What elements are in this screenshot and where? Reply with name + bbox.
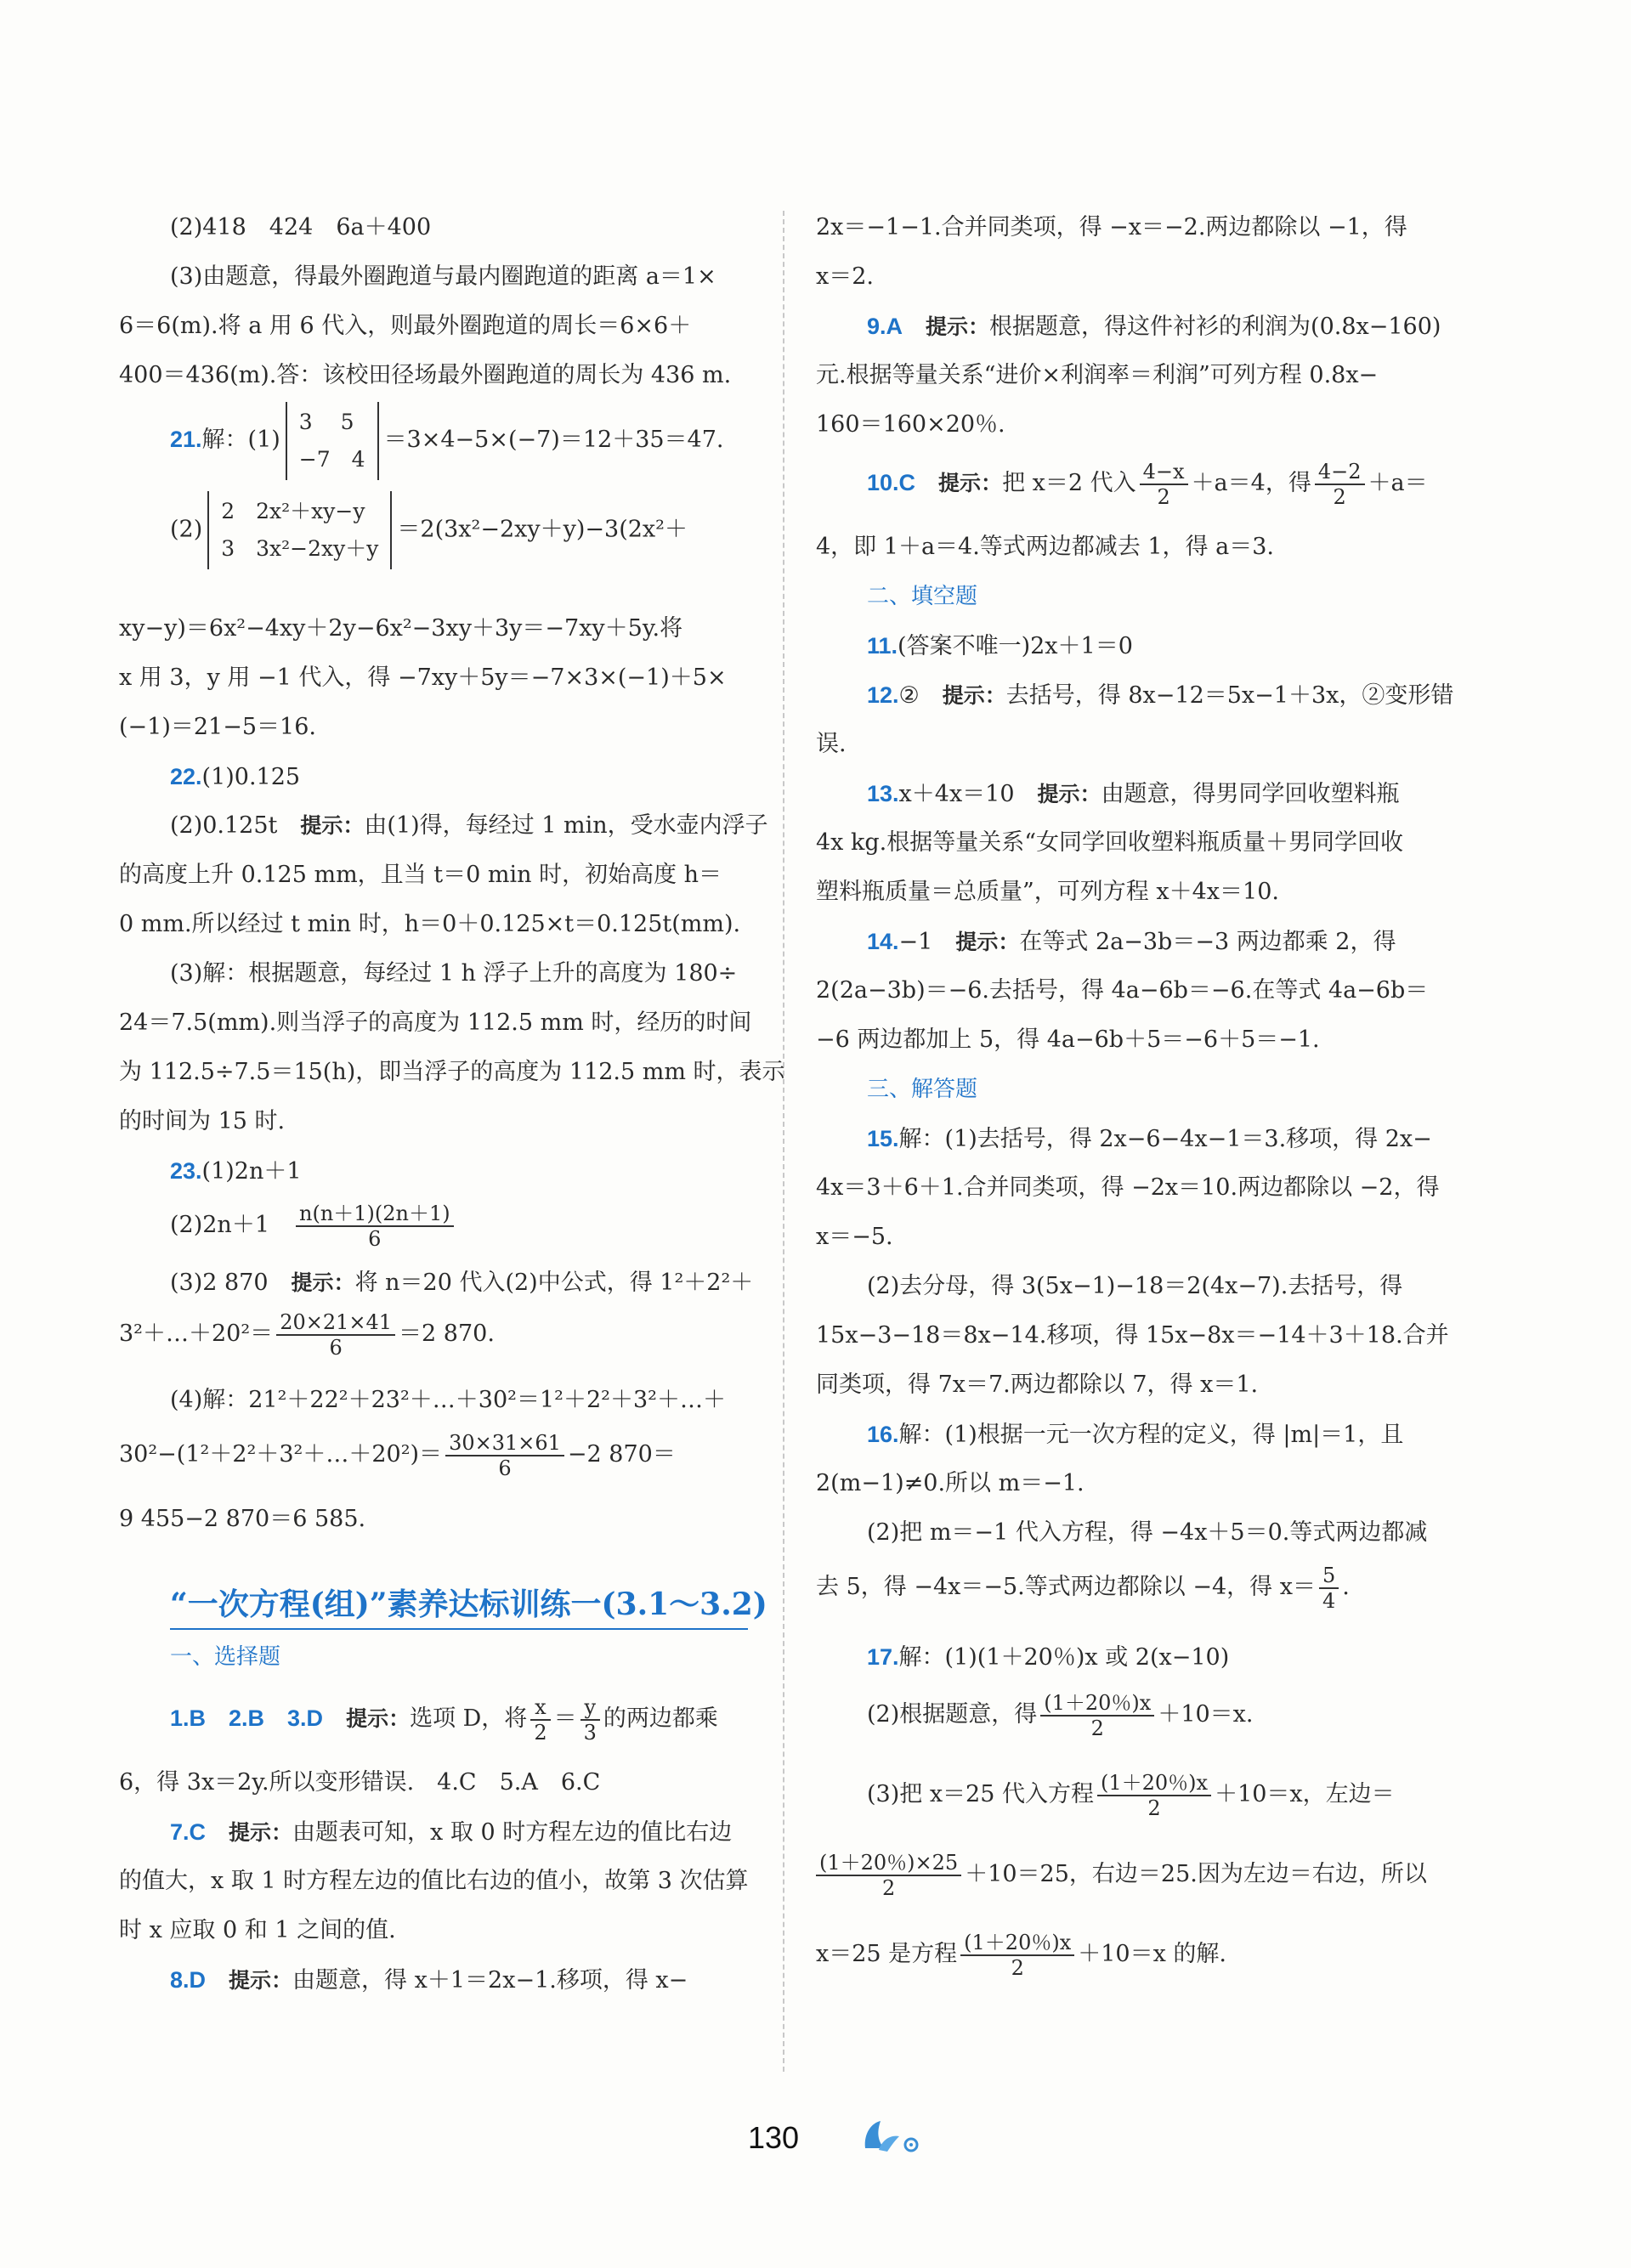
- text-line: 4x＝3＋6＋1.合并同类项，得 −2x＝10.两边都除以 −2，得: [816, 1174, 1440, 1201]
- text-line: 9 455−2 870＝6 585.: [119, 1506, 366, 1532]
- text: −2 870＝: [567, 1441, 676, 1468]
- answer-mc-4-6: 6，得 3x＝2y.所以变形错误. 4.C 5.A 6.C: [119, 1769, 601, 1796]
- numerator: n(n＋1)(2n＋1): [296, 1202, 454, 1227]
- denominator: 4: [1322, 1588, 1336, 1613]
- fraction: [1315, 460, 1365, 509]
- section-heading: 二、填空题: [867, 584, 978, 609]
- text-line: [867, 1688, 1254, 1742]
- question-number: 15.: [867, 1126, 899, 1151]
- text-line: (2)去分母，得 3(5x−1)−18＝2(4x−7).去括号，得: [867, 1273, 1403, 1299]
- text: .: [1342, 1574, 1350, 1600]
- answer-15: [867, 1123, 1432, 1155]
- text-line: [867, 1767, 1395, 1822]
- text-line: 6＝6(m).将 a 用 6 代入，则最外圈跑道的周长＝6×6＋: [119, 313, 692, 339]
- numerator: (1＋20％)x: [1040, 1691, 1154, 1717]
- text: (答案不唯一)2x＋1＝0: [898, 633, 1133, 659]
- text-line: 4，即 1＋a＝4.等式两边都减去 1，得 a＝3.: [816, 534, 1274, 560]
- hint-label: 提示：: [346, 1706, 411, 1731]
- text-line: (−1)＝21−5＝16.: [119, 714, 316, 740]
- answer-8: [170, 1965, 688, 1996]
- question-number: 9.A: [867, 314, 903, 339]
- answer-10: [867, 455, 1428, 511]
- fraction: [296, 1202, 454, 1251]
- answer-14: [867, 926, 1396, 958]
- fraction: [1097, 1771, 1211, 1820]
- text: ＋10＝25，右边＝25.因为左边＝右边，所以: [965, 1861, 1427, 1887]
- answer-23-3: [170, 1268, 753, 1298]
- answer-12: [867, 680, 1453, 711]
- answer-21-1: [170, 401, 724, 480]
- text: ＋10＝x.: [1158, 1701, 1254, 1728]
- text: (2)根据题意，得: [867, 1701, 1038, 1728]
- text: 30²−(1²＋2²＋3²＋…＋20²)＝: [119, 1441, 443, 1468]
- text: 3²＋…＋20²＝: [119, 1321, 274, 1347]
- text: (1)0.125: [201, 764, 301, 790]
- text: 将 n＝20 代入(2)中公式，得 1²＋2²＋: [354, 1270, 754, 1296]
- text-line: 24＝7.5(mm).则当浮子的高度为 112.5 mm 时，经历的时间: [119, 1010, 752, 1036]
- text: 由(1)得，每经过 1 min，受水壶内浮子: [364, 812, 768, 839]
- hint-label: 提示：: [938, 471, 1003, 495]
- text-line: 400＝436(m).答：该校田径场最外圈跑道的周长为 436 m.: [119, 362, 732, 388]
- denominator: 6: [498, 1456, 512, 1480]
- section-title: “一次方程(组)”素养达标训练一(3.1～3.2): [170, 1586, 767, 1622]
- text: 由题意，得 x＋1＝2x−1.移项，得 x−: [292, 1967, 688, 1994]
- hint-label: 提示：: [1037, 782, 1101, 806]
- question-number: 16.: [867, 1422, 899, 1447]
- text: x＝25 是方程: [816, 1941, 958, 1967]
- text: ＋a＝: [1368, 470, 1428, 496]
- numerator: x: [530, 1695, 550, 1721]
- fraction: [445, 1431, 564, 1480]
- answer-7: [170, 1817, 732, 1848]
- answer-22-2: [170, 811, 768, 841]
- text: ＝2(3x²−2xy＋y)−3(2x²＋: [397, 516, 688, 543]
- text-line: [816, 1927, 1226, 1982]
- numerator: y: [580, 1695, 600, 1721]
- text-line: 误.: [816, 731, 847, 757]
- text: 去括号，得 8x−12＝5x−1＋3x，②变形错: [1005, 682, 1454, 709]
- text-line: 塑料瓶质量＝总质量”，可列方程 x＋4x＝10.: [816, 879, 1279, 905]
- text: 由题意，得男同学回收塑料瓶: [1101, 781, 1400, 807]
- answer-20-3: (3)由题意，得最外圈跑道与最内圈跑道的距离 a＝1×: [170, 263, 716, 290]
- numerator: 4−x: [1140, 460, 1188, 485]
- section-heading: 三、解答题: [867, 1077, 978, 1102]
- text-line: 的时间为 15 时.: [119, 1108, 286, 1134]
- text-line: (2)把 m＝−1 代入方程，得 −4x＋5＝0.等式两边都减: [867, 1519, 1428, 1546]
- question-number: 10.C: [867, 470, 916, 495]
- text-line: xy−y)＝6x²−4xy＋2y−6x²−3xy＋3y＝−7xy＋5y.将: [119, 615, 683, 642]
- question-number: 12.: [867, 682, 899, 708]
- text: ＋a＝4，得: [1191, 470, 1311, 496]
- denominator: 6: [329, 1335, 343, 1360]
- text-line: 2(m−1)≠0.所以 m＝−1.: [816, 1470, 1085, 1496]
- hint-label: 提示：: [955, 930, 1020, 954]
- answer-16: [867, 1419, 1403, 1451]
- text: (2)2n＋1: [170, 1212, 269, 1238]
- text-line: 2x＝−1−1.合并同类项，得 −x＝−2.两边都除以 −1，得: [816, 214, 1407, 240]
- question-number: 7.C: [170, 1819, 207, 1845]
- determinant: [286, 402, 379, 480]
- text-line: [816, 1560, 1350, 1615]
- text-line: x＝2.: [816, 263, 874, 290]
- question-number: 22.: [170, 764, 202, 789]
- text-line: 15x−3−18＝8x−14.移项，得 15x−8x＝−14＋3＋18.合并: [816, 1322, 1449, 1349]
- text: ＝: [553, 1705, 577, 1732]
- fraction: [276, 1310, 395, 1360]
- hint-label: 提示：: [229, 1968, 293, 1993]
- denominator: 2: [1147, 1796, 1161, 1820]
- hint-label: 提示：: [942, 683, 1006, 708]
- denominator: 2: [1011, 1955, 1024, 1980]
- text-line: 的高度上升 0.125 mm，且当 t＝0 min 时，初始高度 h＝: [119, 862, 722, 888]
- answer-11: [867, 631, 1133, 662]
- text-line: 160＝160×20％.: [816, 411, 1005, 438]
- text-line: x＝−5.: [816, 1224, 893, 1250]
- fraction: [530, 1695, 550, 1745]
- text: (3)2 870: [170, 1270, 269, 1296]
- text: 解：(1)根据一元一次方程的定义，得 |m|＝1，且: [898, 1422, 1404, 1448]
- text-line: 2(2a−3b)＝−6.去括号，得 4a−6b＝−6.在等式 4a−6b＝: [816, 977, 1429, 1004]
- text-line: 同类项，得 7x＝7.两边都除以 7，得 x＝1.: [816, 1372, 1259, 1398]
- numerator: (1＋20％)×25: [816, 1851, 961, 1876]
- text: 解：(1): [201, 427, 280, 453]
- text: 解：(1)去括号，得 2x−6−4x−1＝3.移项，得 2x−: [898, 1126, 1432, 1152]
- denominator: 2: [534, 1720, 547, 1745]
- question-number: 8.D: [170, 1967, 207, 1993]
- fraction: [580, 1695, 600, 1745]
- text-line: 的值大，x 取 1 时方程左边的值比右边的值小，故第 3 次估算: [119, 1868, 749, 1894]
- text: ＋10＝x 的解.: [1078, 1941, 1226, 1967]
- question-number: 13.: [867, 781, 899, 806]
- answer-22-1: [170, 761, 300, 793]
- text: 根据题意，得这件衬衫的利润为(0.8x−160): [989, 314, 1441, 340]
- answer-9: [867, 311, 1441, 342]
- text-line: [816, 1847, 1427, 1902]
- text: (2)0.125t: [170, 812, 278, 839]
- numerator: 30×31×61: [445, 1431, 564, 1456]
- det-row: 3 5: [298, 409, 354, 434]
- det-row: 2 2x²＋xy−y: [221, 499, 365, 523]
- text: 选项 D，将: [410, 1705, 528, 1732]
- hint-label: 提示：: [300, 813, 365, 838]
- fraction: [1040, 1691, 1154, 1740]
- fraction: [816, 1851, 961, 1900]
- question-number: 23.: [170, 1158, 202, 1184]
- numerator: 5: [1319, 1564, 1339, 1589]
- fraction: [960, 1931, 1074, 1980]
- question-number: 1.B 2.B 3.D: [170, 1705, 324, 1731]
- fraction: [1319, 1564, 1339, 1613]
- denominator: 2: [1333, 484, 1346, 509]
- text-line: [119, 1429, 676, 1480]
- text-line: 为 112.5÷7.5＝15(h)，即当浮子的高度为 112.5 mm 时，表示: [119, 1059, 785, 1085]
- answer-23-4: (4)解：21²＋22²＋23²＋…＋30²＝1²＋2²＋3²＋…＋: [170, 1387, 726, 1413]
- text-line: x 用 3，y 用 −1 代入，得 −7xy＋5y＝−7×3×(−1)＋5×: [119, 665, 727, 691]
- numerator: 4−2: [1315, 460, 1365, 485]
- text: ②: [898, 682, 920, 709]
- numerator: (1＋20％)x: [1097, 1771, 1211, 1796]
- numerator: (1＋20％)x: [960, 1931, 1074, 1956]
- fraction: [1140, 460, 1188, 509]
- denominator: 6: [368, 1226, 382, 1251]
- text-line: 0 mm.所以经过 t min 时，h＝0＋0.125×t＝0.125t(mm).: [119, 911, 741, 937]
- det-row: 3 3x²−2xy＋y: [221, 536, 379, 561]
- det-row: −7 4: [298, 446, 365, 472]
- title-underline: [170, 1628, 748, 1630]
- numerator: 20×21×41: [276, 1310, 395, 1336]
- text: (1)2n＋1: [201, 1158, 302, 1185]
- answer-mc-1-3: [170, 1693, 718, 1745]
- text: (3)把 x＝25 代入方程: [867, 1781, 1094, 1807]
- answer-22-3: (3)解：根据题意，每经过 1 h 浮子上升的高度为 180÷: [170, 960, 738, 987]
- denominator: 3: [583, 1720, 597, 1745]
- denominator: 2: [1157, 484, 1170, 509]
- column-divider: [783, 211, 784, 2072]
- page-number: 130: [748, 2120, 800, 2155]
- hint-label: 提示：: [229, 1820, 293, 1845]
- text-line: 时 x 应取 0 和 1 之间的值.: [119, 1917, 396, 1943]
- text: 解：(1)(1＋20％)x 或 2(x−10): [898, 1644, 1230, 1671]
- text: 把 x＝2 代入: [1002, 470, 1136, 496]
- denominator: 2: [881, 1875, 896, 1900]
- answer-23-1: [170, 1156, 302, 1187]
- answer-20-2: (2)418 424 6a＋400: [170, 214, 432, 240]
- text-line: 4x kg.根据等量关系“女同学回收塑料瓶质量＋男同学回收: [816, 829, 1404, 856]
- text: ＋10＝x，左边＝: [1215, 1781, 1395, 1807]
- text: 去 5，得 −4x＝−5.等式两边都除以 −4，得 x＝: [816, 1574, 1316, 1600]
- text-line: [119, 1309, 495, 1360]
- text-line: −6 两边都加上 5，得 4a−6b＋5＝−6＋5＝−1.: [816, 1027, 1320, 1053]
- text-line: 元.根据等量关系“进价×利润率＝利润”可列方程 0.8x−: [816, 362, 1379, 388]
- question-number: 21.: [170, 427, 202, 452]
- question-number: 11.: [867, 633, 898, 659]
- denominator: 2: [1090, 1716, 1104, 1740]
- text: 在等式 2a−3b＝−3 两边都乘 2，得: [1019, 929, 1396, 955]
- leaf-logo-icon: [858, 2114, 926, 2157]
- text: x＋4x＝10: [898, 781, 1015, 807]
- question-number: 17.: [867, 1644, 899, 1670]
- text: 由题表可知，x 取 0 时方程左边的值比右边: [292, 1819, 733, 1846]
- text: ＝2 870.: [399, 1321, 495, 1347]
- answer-13: [867, 778, 1400, 810]
- hint-label: 提示：: [926, 314, 990, 339]
- text: −1: [898, 929, 933, 955]
- text: 的两边都乘: [603, 1705, 718, 1732]
- answer-23-2: [170, 1200, 457, 1251]
- answer-21-2: [170, 491, 688, 569]
- determinant: [207, 491, 392, 569]
- answer-17: [867, 1642, 1229, 1673]
- hint-label: 提示：: [291, 1270, 355, 1295]
- question-number: 14.: [867, 929, 899, 954]
- text: (2): [170, 516, 203, 543]
- text: ＝3×4−5×(−7)＝12＋35＝47.: [383, 427, 724, 453]
- section-heading: 一、选择题: [170, 1644, 281, 1670]
